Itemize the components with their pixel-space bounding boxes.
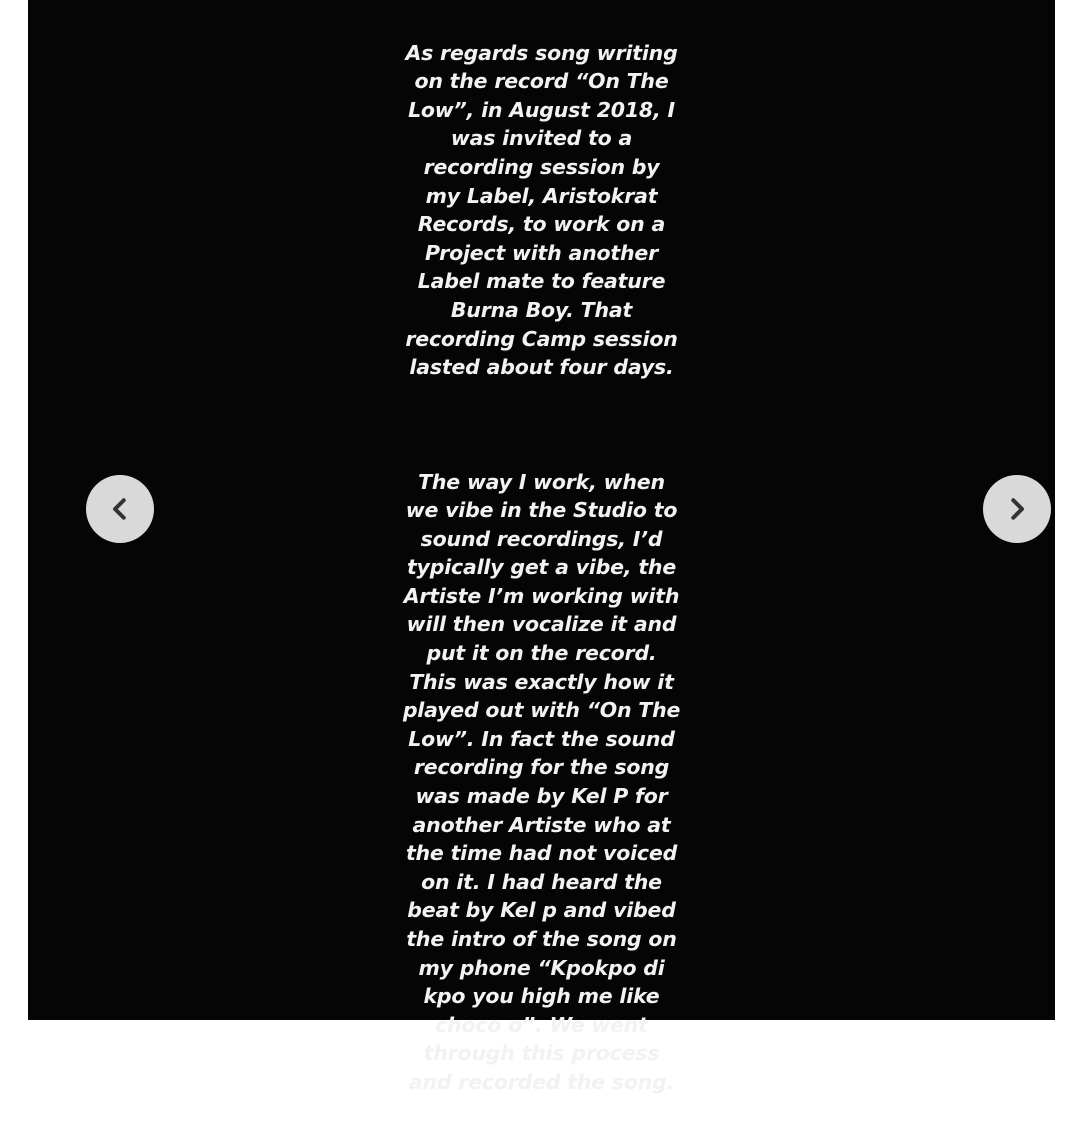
chevron-left-icon <box>105 494 135 524</box>
paragraph-spacer <box>28 410 1055 439</box>
chevron-right-icon <box>1002 494 1032 524</box>
story-paragraph-1: As regards song writing on the record “On The Low”, in August 2018, I was invited to a recording session by my Label, Aristokrat Records, to work on a Project with another Label mate to feature Burna Boy. That recording Camp session lasted about four days. <box>405 40 678 380</box>
story-paragraph-2: The way I work, when we vibe in the Studio to sound recordings, I’d typically get a vibe, the Artiste I’m working with will then vocalize it and put it on the record. This was exactly how it played out with “On The Low”. In fact the sound recording for the song was made by Kel P for another Artiste who at the time had not voiced on it. I had heard the beat by Kel p and vibed the intro of the song on my phone “Kpokpo di kpo you high me like choco o”. We went through this process and recorded the song. <box>402 469 681 1094</box>
story-text <box>28 10 1055 1125</box>
next-button[interactable] <box>983 475 1051 543</box>
previous-button[interactable] <box>86 475 154 543</box>
story-frame <box>28 0 1055 1094</box>
